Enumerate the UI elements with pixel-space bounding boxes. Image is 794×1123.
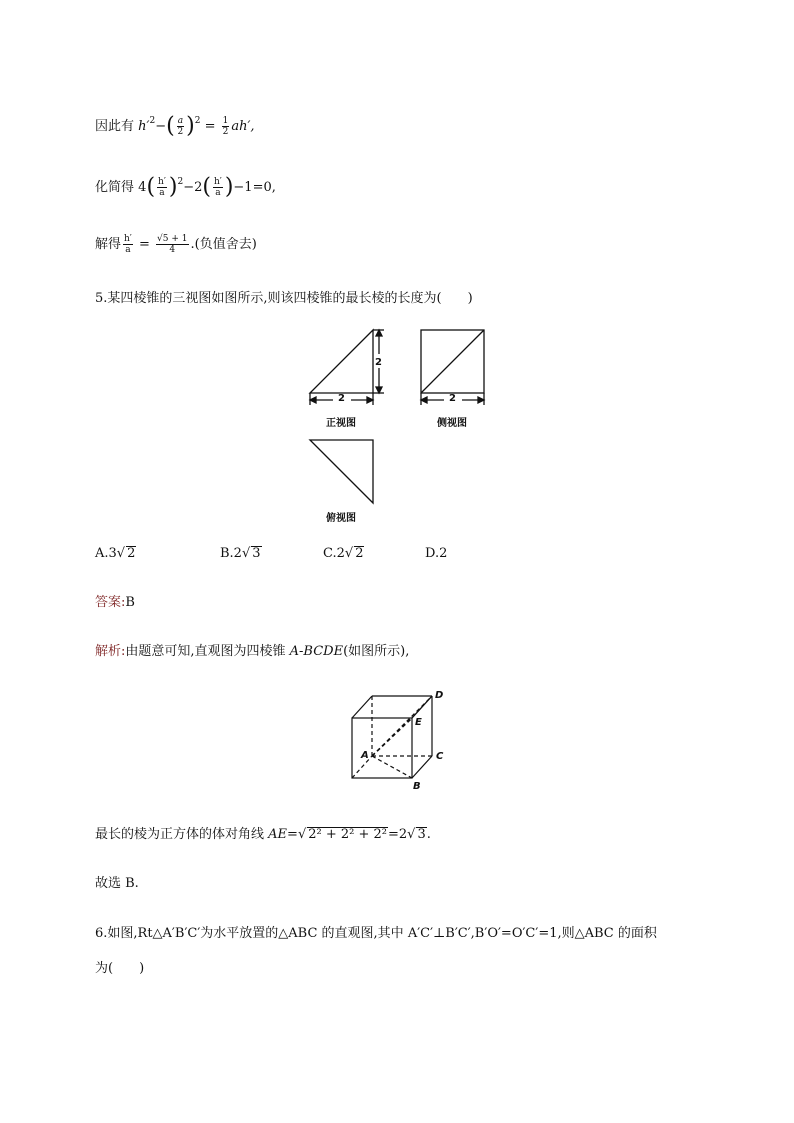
line1-prefix: 因此有 [95, 119, 135, 134]
line3-frac-left: $\frac{h'}{a}$ [124, 234, 132, 255]
line2-pow: 2 [177, 177, 184, 187]
analysis [95, 643, 409, 661]
longest-var: AE [268, 827, 288, 842]
question-6-line-1: 6.如图,Rt△A′B′C′为水平放置的△ABC 的直观图,其中 A′C′⊥B′C′,B′O′=O′C′=1,则△ABC 的面积 [95, 926, 657, 941]
line3-tail: .(负值舍去) [190, 237, 257, 252]
cube-label-B: B [413, 781, 421, 792]
top-view [310, 440, 373, 503]
side-view-caption: 侧视图 [437, 418, 467, 429]
line1-rhs: ah′, [231, 119, 255, 134]
option-d: D.2 [425, 546, 448, 561]
line3-prefix: 解得 [95, 237, 122, 252]
line1-pow: 2 [194, 116, 201, 126]
question-5: 5.某四棱锥的三视图如图所示,则该四棱锥的最长棱的长度为( ) [95, 291, 473, 306]
longest-prefix: 最长的棱为正方体的体对角线 [95, 827, 269, 842]
line1-h: h′ [138, 119, 150, 134]
analysis-tail: (如图所示), [343, 644, 410, 659]
cube-label-A: A [361, 750, 369, 761]
equation-line-1: 因此有 $h'^2-$( $\frac{a}{2}$ )$^2$ = $\frac{1}{2}$ ah′, [95, 113, 255, 139]
cube-label-E: E [415, 717, 422, 728]
pyramid-name: A-BCDE [289, 644, 344, 659]
line2-frac1: $\frac{h'}{a}$ [158, 177, 166, 198]
line2-mid: −2 [183, 180, 203, 195]
line2-c4: 4 [138, 180, 147, 195]
answer-label: 答案: [95, 595, 126, 610]
longest-radicand: 2² + 2² + 2² [308, 827, 387, 842]
conclusion: 故选 B. [95, 876, 139, 891]
dim-front-width: 2 [338, 393, 345, 404]
cube-figure [340, 688, 460, 796]
longest-result: =2 [388, 827, 408, 842]
cube-label-D: D [435, 690, 444, 701]
line1-minus: − [155, 119, 167, 134]
line3-frac-right: $\frac{√5 + 1}{4}$ [157, 234, 188, 255]
front-view-caption: 正视图 [326, 418, 356, 429]
line2-prefix: 化简得 [95, 180, 135, 195]
top-view-caption: 俯视图 [326, 513, 356, 524]
longest-edge-line: 最长的棱为正方体的体对角线 AE=√ 2² + 2² + 2²=2√ 3. [95, 827, 431, 842]
analysis-label: 解析: [95, 644, 126, 659]
equation-line-2: 化简得 4( $\frac{h'}{a}$ )$^2$−2( $\frac{h'}{a}$ )−1=0, [95, 174, 276, 200]
option-b: B.2√ 3 [220, 546, 261, 561]
dim-side-width: 2 [449, 393, 456, 404]
option-a: A.3√ 2 [95, 546, 136, 561]
line1-sq: 2 [149, 116, 156, 126]
longest-eq: = [287, 827, 298, 842]
option-c: C.2√ 2 [323, 546, 364, 561]
front-view [310, 330, 384, 405]
line1-half: $\frac{1}{2}$ [222, 116, 229, 137]
line1-frac: $\frac{a}{2}$ [177, 116, 184, 137]
line1-eq: = [204, 119, 216, 134]
answer [95, 594, 135, 612]
answer-value: B [125, 595, 135, 610]
equation-line-3 [95, 234, 257, 255]
question-6-line-2: 为( ) [95, 961, 145, 976]
longest-result-rad: 3 [417, 827, 426, 842]
dim-front-height: 2 [375, 357, 382, 368]
cube-label-C: C [436, 751, 444, 762]
line2-frac2: $\frac{h'}{a}$ [213, 177, 222, 198]
line3-eq: = [139, 237, 150, 252]
line2-tail: −1=0, [233, 180, 276, 195]
analysis-text: 由题意可知,直观图为四棱锥 [125, 644, 290, 659]
